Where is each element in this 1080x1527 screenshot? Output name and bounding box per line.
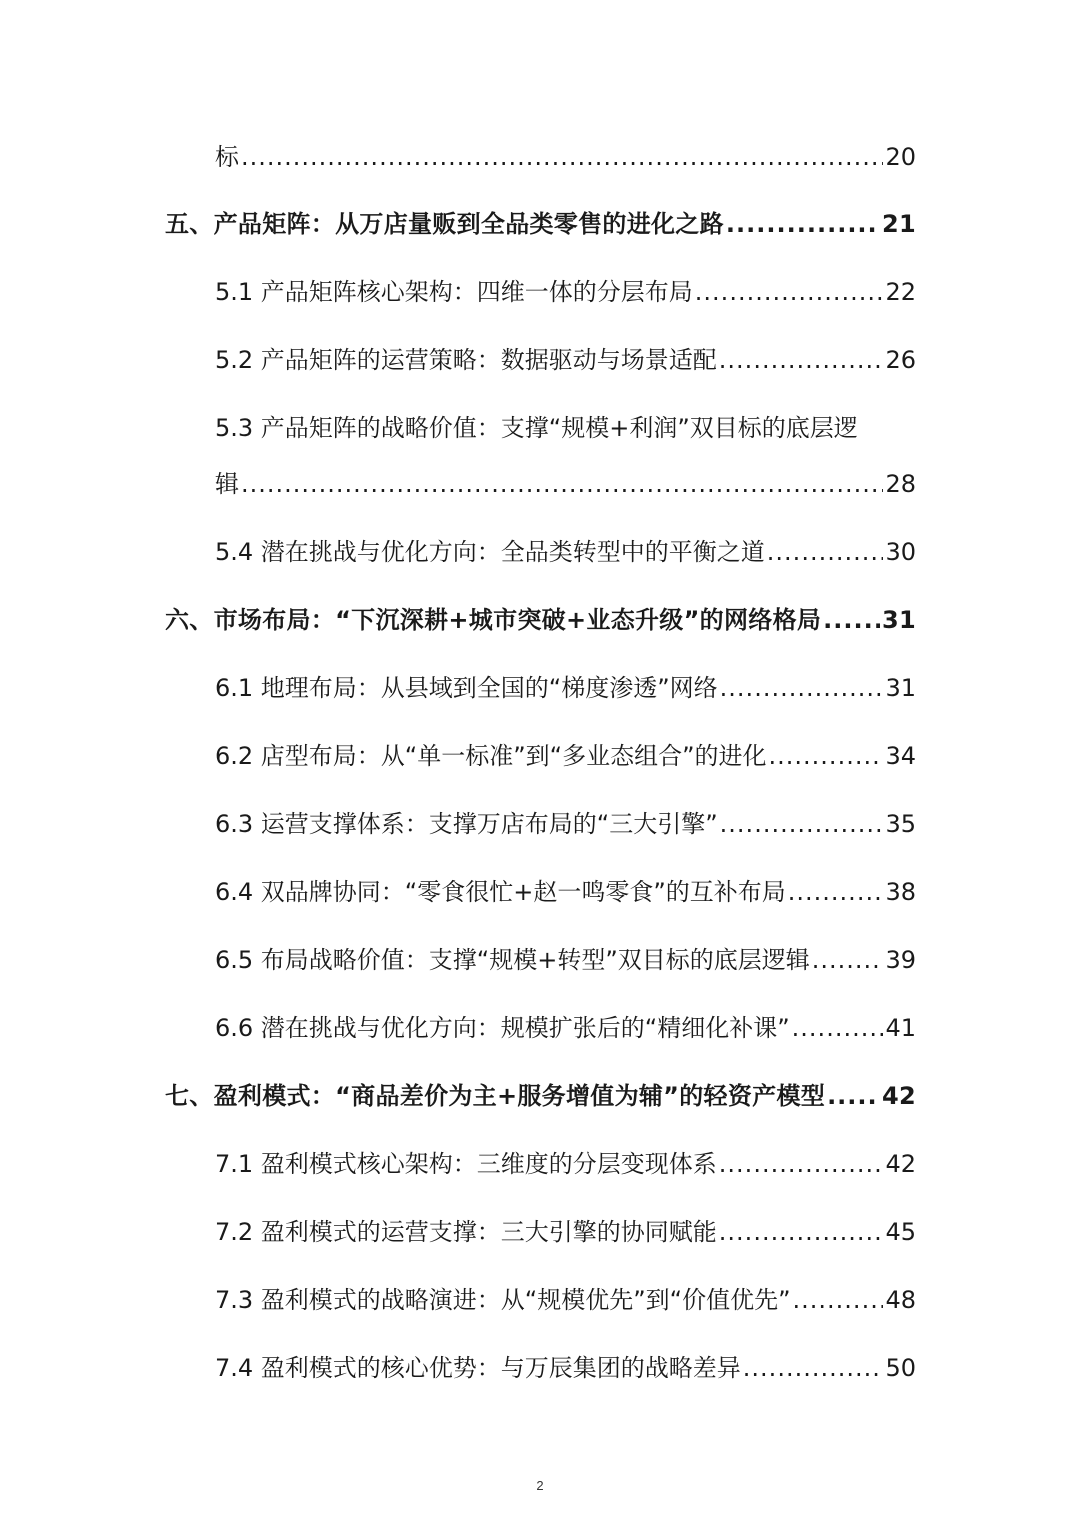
- toc-entry-page: 20: [885, 143, 916, 171]
- toc-section-5-2[interactable]: [215, 343, 916, 377]
- toc-leader-dots: [792, 1011, 884, 1045]
- toc-leader-dots: [241, 467, 883, 501]
- toc-entry-page: 39: [885, 946, 916, 974]
- toc-section-6-5[interactable]: [215, 943, 916, 977]
- toc-entry-page: 42: [885, 1150, 916, 1178]
- toc-entry-label: 7.1 盈利模式核心架构：三维度的分层变现体系: [215, 1150, 717, 1178]
- toc-leader-dots: [743, 1351, 884, 1385]
- toc-leader-dots: [827, 1079, 880, 1113]
- toc-section-5-1[interactable]: [215, 275, 916, 309]
- toc-chapter-7[interactable]: [165, 1079, 916, 1113]
- toc-section-6-4[interactable]: [215, 875, 916, 909]
- toc-entry-page: 26: [885, 346, 916, 374]
- toc-entry-label: 5.4 潜在挑战与优化方向：全品类转型中的平衡之道: [215, 538, 765, 566]
- toc-entry-page: 48: [885, 1286, 916, 1314]
- toc-leader-dots: [767, 535, 884, 569]
- toc-chapter-6[interactable]: [165, 603, 916, 637]
- toc-entry-page: 45: [885, 1218, 916, 1246]
- toc-entry-label: 7.4 盈利模式的核心优势：与万辰集团的战略差异: [215, 1354, 741, 1382]
- toc-entry-label: 辑: [215, 470, 239, 498]
- toc-leader-dots: [695, 275, 884, 309]
- toc-leader-dots: [823, 603, 880, 637]
- toc-section-6-2[interactable]: [215, 739, 916, 773]
- toc-leader-dots: [793, 1283, 884, 1317]
- toc-chapter-title: 六、市场布局：“下沉深耕+城市突破+业态升级”的网络格局: [165, 606, 822, 634]
- toc-entry-label: 6.6 潜在挑战与优化方向：规模扩张后的“精细化补课”: [215, 1014, 790, 1042]
- toc-section-6-1[interactable]: [215, 671, 916, 705]
- toc-entry-page: 31: [882, 606, 916, 634]
- toc-chapter-title: 五、产品矩阵：从万店量贩到全品类零售的进化之路: [165, 210, 724, 238]
- toc-section-7-3[interactable]: [215, 1283, 916, 1317]
- toc-section-6-6[interactable]: [215, 1011, 916, 1045]
- toc-section-5-3[interactable]: [215, 411, 916, 445]
- toc-leader-dots: [720, 807, 884, 841]
- toc-entry-page: 42: [882, 1082, 916, 1110]
- toc-entry-page: 50: [885, 1354, 916, 1382]
- toc-leader-dots: [719, 1215, 884, 1249]
- toc-leader-dots: [241, 140, 883, 174]
- toc-entry-label: 6.5 布局战略价值：支撑“规模+转型”双目标的底层逻辑: [215, 946, 810, 974]
- toc-section-7-1[interactable]: [215, 1147, 916, 1181]
- toc-entry-page: 22: [885, 278, 916, 306]
- toc-entry-label: 5.3 产品矩阵的战略价值：支撑“规模+利润”双目标的底层逻: [215, 414, 858, 442]
- toc-entry-label: 标: [215, 143, 239, 171]
- toc-entry-page: 30: [885, 538, 916, 566]
- toc-section-6-3[interactable]: [215, 807, 916, 841]
- toc-entry-label: 6.1 地理布局：从县域到全国的“梯度渗透”网络: [215, 674, 718, 702]
- toc-leader-dots: [769, 739, 884, 773]
- toc-entry-page: 38: [885, 878, 916, 906]
- toc-entry-label: 6.4 双品牌协同：“零食很忙+赵一鸣零食”的互补布局: [215, 878, 786, 906]
- toc-leader-dots: [812, 943, 884, 977]
- toc-chapter-5[interactable]: [165, 207, 916, 241]
- toc-entry-label: 7.2 盈利模式的运营支撑：三大引擎的协同赋能: [215, 1218, 717, 1246]
- toc-entry-label: 6.3 运营支撑体系：支撑万店布局的“三大引擎”: [215, 810, 718, 838]
- toc-section-7-2[interactable]: [215, 1215, 916, 1249]
- toc-section-5-4[interactable]: [215, 535, 916, 569]
- toc-leader-dots: [720, 671, 884, 705]
- toc-entry-page: 28: [885, 470, 916, 498]
- toc-leader-dots: [726, 207, 880, 241]
- toc-entry-continuation[interactable]: [215, 140, 916, 174]
- toc-leader-dots: [788, 875, 884, 909]
- page-number: 2: [536, 1478, 544, 1493]
- toc-entry-page: 41: [885, 1014, 916, 1042]
- toc-leader-dots: [719, 1147, 884, 1181]
- toc-entry-label: 6.2 店型布局：从“单一标准”到“多业态组合”的进化: [215, 742, 767, 770]
- toc-entry-page: 31: [885, 674, 916, 702]
- toc-entry-label: 7.3 盈利模式的战略演进：从“规模优先”到“价值优先”: [215, 1286, 791, 1314]
- toc-chapter-title: 七、盈利模式：“商品差价为主+服务增值为辅”的轻资产模型: [165, 1082, 826, 1110]
- toc-entry-label: 5.1 产品矩阵核心架构：四维一体的分层布局: [215, 278, 693, 306]
- toc-entry-page: 21: [882, 210, 916, 238]
- toc-section-7-4[interactable]: [215, 1351, 916, 1385]
- toc-entry-label: 5.2 产品矩阵的运营策略：数据驱动与场景适配: [215, 346, 717, 374]
- toc-section-5-3-continued[interactable]: [215, 467, 916, 501]
- toc-leader-dots: [719, 343, 884, 377]
- toc-entry-page: 34: [885, 742, 916, 770]
- toc-entry-page: 35: [885, 810, 916, 838]
